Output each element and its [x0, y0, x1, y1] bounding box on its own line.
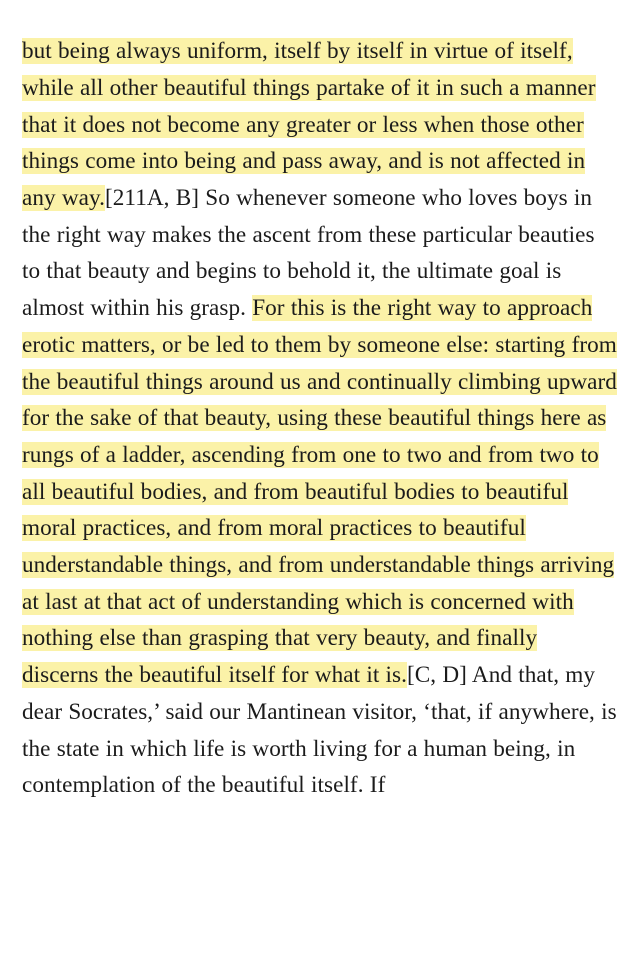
highlighted-segment-1[interactable]: but being always uniform, itself by itself in virtue of itself, while all other beautiful things partake of it in such a manner that it does not become any greater or less when those other things come into being and pass away, and is not affected in any way. — [22, 38, 596, 211]
highlighted-segment-2[interactable]: For this is the right way to approach erotic matters, or be led to them by someone else: starting from the beautiful things around us and continually climbing upward for the sake of that beauty, using these beautiful things here as rungs of a ladder, ascending from one to two and from two to all beautiful bodies, and from beautiful bodies to beautiful moral practices, and from moral practices to beautiful understandable things, and from understandable things arriving at last at that act of understanding which is concerned with nothing else than grasping that very beauty, and finally discerns the beautiful itself for what it is. — [22, 295, 617, 689]
passage-text — [22, 33, 618, 804]
plain-segment-2: [C, D] And that, my dear Socrates,’ said our Mantinean visitor, ‘that, if anywhere, is the state in which life is worth living for a human being, in contemplation of the beautiful itself. If — [22, 662, 617, 799]
plain-segment-1: [211A, B] So whenever someone who loves boys in the right way makes the ascent from these particular beauties to that beauty and begins to behold it, the ultimate goal is almost within his grasp. — [22, 185, 595, 322]
